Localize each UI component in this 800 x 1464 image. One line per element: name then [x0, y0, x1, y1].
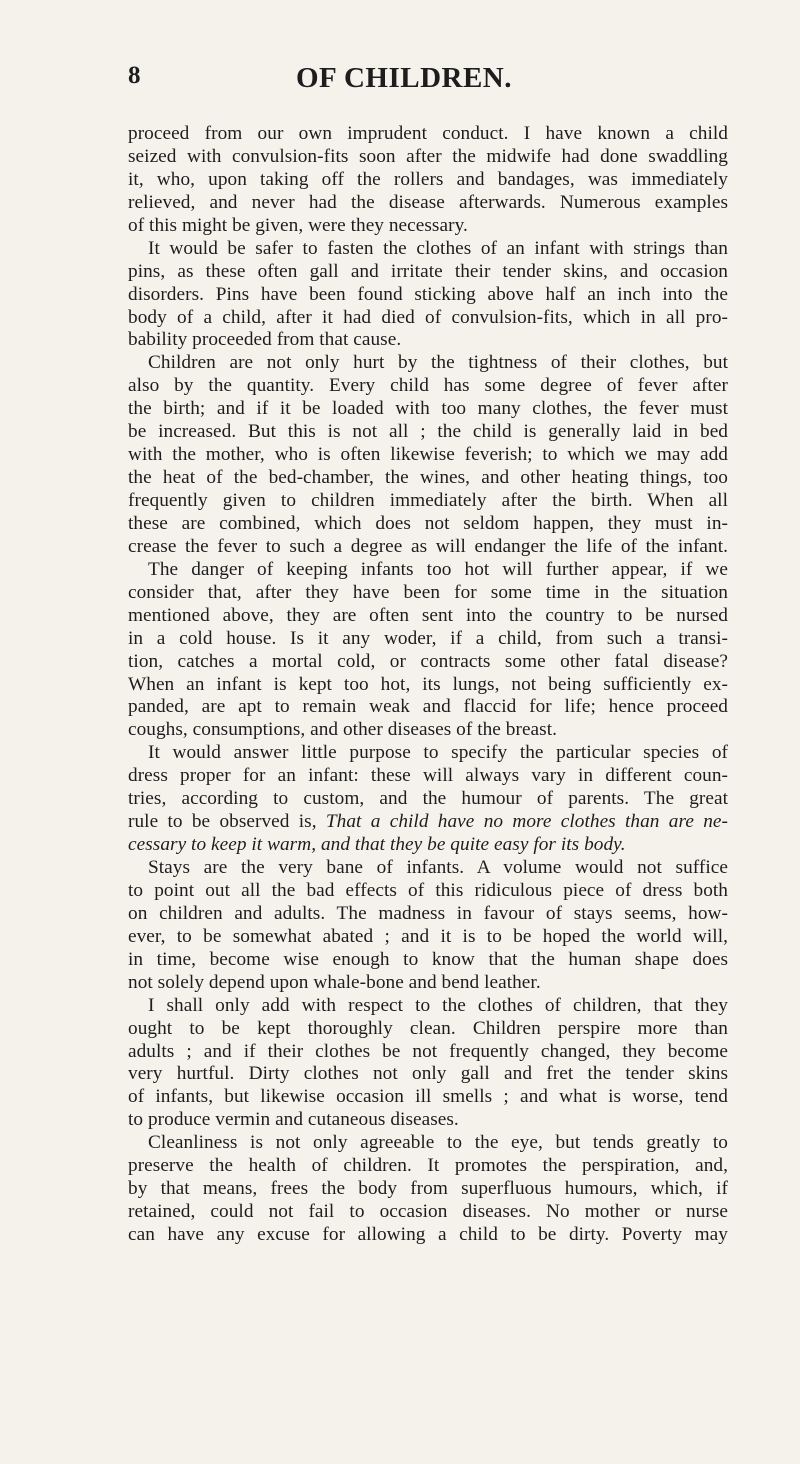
text-line [128, 628, 728, 651]
text-line-roman: retained, could not fail to occasion diseases. No mother or nurse [128, 1201, 728, 1223]
text-line [128, 972, 728, 995]
text-line [128, 398, 728, 421]
text-line-roman: to produce vermin and cutaneous diseases. [128, 1109, 459, 1131]
text-line-roman: adults ; and if their clothes be not frequently changed, they become [128, 1040, 728, 1062]
text-line [128, 857, 728, 880]
text-line-roman: crease the fever to such a degree as will endanger the life of the infant. [128, 535, 728, 557]
text-line-roman: relieved, and never had the disease afterwards. Numerous examples [128, 191, 728, 213]
text-line-roman: not solely depend upon whale-bone and bend leather. [128, 971, 541, 993]
text-line [128, 1132, 728, 1155]
text-line [128, 995, 728, 1018]
text-line [128, 146, 728, 169]
text-line [128, 1041, 728, 1064]
text-line-roman: preserve the health of children. It promotes the perspiration, and, [128, 1155, 728, 1177]
text-line-roman: proceed from our own imprudent conduct. I have known a child [128, 123, 728, 144]
text-line-roman: be increased. But this is not all ; the child is generally laid in bed [128, 421, 728, 443]
text-line-roman: on children and adults. The madness in favour of stays seems, how- [128, 902, 728, 924]
text-line [128, 536, 728, 559]
text-line [128, 1178, 728, 1201]
text-line-roman: rule to be observed is, [128, 811, 317, 833]
text-line-roman: seized with convulsion-fits soon after the midwife had done swaddling [128, 145, 728, 167]
text-line-roman: also by the quantity. Every child has some degree of fever after [128, 375, 728, 397]
text-line-roman: tries, according to custom, and the humour of parents. The great [128, 788, 728, 810]
text-line-roman: the heat of the bed-chamber, the wines, and other heating things, too [128, 467, 728, 489]
text-line [128, 765, 728, 788]
text-line [128, 467, 728, 490]
text-line-roman: these are combined, which does not seldom happen, they must in- [128, 512, 728, 534]
text-line-roman: panded, are apt to remain weak and flaccid for life; hence proceed [128, 696, 728, 718]
text-line [128, 284, 728, 307]
text-line [128, 1063, 728, 1086]
page-number: 8 [128, 62, 141, 89]
text-line [128, 352, 728, 375]
text-line [128, 215, 728, 238]
text-line-roman: bability proceeded from that cause. [128, 329, 402, 351]
text-line-roman: When an infant is kept too hot, its lungs, not being sufficiently ex- [128, 673, 728, 695]
text-line [128, 696, 728, 719]
text-line-roman: of infants, but likewise occasion ill smells ; and what is worse, tend [128, 1086, 728, 1108]
text-line [128, 880, 728, 903]
text-line [128, 582, 728, 605]
text-line [128, 513, 728, 536]
text-line [128, 926, 728, 949]
text-line-roman: coughs, consumptions, and other diseases of the breast. [128, 719, 557, 741]
text-line [128, 1201, 728, 1224]
text-line [128, 123, 728, 146]
text-line [128, 1086, 728, 1109]
text-line [128, 1018, 728, 1041]
text-line [128, 605, 728, 628]
text-line-roman: ought to be kept thoroughly clean. Children perspire more than [128, 1017, 728, 1039]
text-line-roman: I shall only add with respect to the clothes of children, that they [148, 994, 728, 1016]
text-line-roman: of this might be given, were they necessary. [128, 214, 468, 236]
text-line [128, 903, 728, 926]
page-header [128, 62, 748, 96]
text-line [128, 811, 728, 834]
text-line [128, 949, 728, 972]
body-text [128, 123, 728, 1247]
text-line [128, 1224, 728, 1247]
text-line [128, 719, 728, 742]
text-line [128, 261, 728, 284]
text-line-roman: with the mother, who is often likewise feverish; to which we may add [128, 444, 728, 466]
text-line [128, 490, 728, 513]
text-line [128, 329, 728, 352]
text-line-roman: consider that, after they have been for some time in the situation [128, 581, 728, 603]
text-line [128, 834, 728, 857]
text-line-roman: the birth; and if it be loaded with too many clothes, the fever must [128, 398, 728, 420]
text-line [128, 421, 728, 444]
text-line-roman: It would be safer to fasten the clothes of an infant with strings than [148, 237, 728, 259]
text-line [128, 559, 728, 582]
text-line-roman: disorders. Pins have been found sticking above half an inch into the [128, 283, 728, 305]
text-line-roman: mentioned above, they are often sent into the country to be nursed [128, 604, 728, 626]
text-line-roman: Cleanliness is not only agreeable to the eye, but tends greatly to [148, 1132, 728, 1154]
text-line-roman: very hurtful. Dirty clothes not only gall and fret the tender skins [128, 1063, 728, 1085]
running-head: OF CHILDREN. [296, 62, 512, 94]
text-line-roman: in time, become wise enough to know that the human shape does [128, 948, 728, 970]
text-line-roman: tion, catches a mortal cold, or contracts some other fatal disease? [128, 650, 728, 672]
text-line-roman: it, who, upon taking off the rollers and bandages, was immediately [128, 168, 728, 190]
text-line [128, 307, 728, 330]
text-line [128, 1109, 728, 1132]
text-line [128, 169, 728, 192]
text-line [128, 651, 728, 674]
text-line-roman: by that means, frees the body from superfluous humours, which, if [128, 1178, 728, 1200]
text-line-italic: That a child have no more clothes than are ne- [316, 811, 728, 833]
text-line [128, 192, 728, 215]
text-line-roman: frequently given to children immediately after the birth. When all [128, 490, 728, 511]
text-line-roman: in a cold house. Is it any woder, if a child, from such a transi- [128, 627, 728, 649]
text-line [128, 788, 728, 811]
text-line [128, 444, 728, 467]
text-line [128, 375, 728, 398]
text-line-roman: to point out all the bad effects of this ridiculous piece of dress both [128, 879, 728, 901]
text-line-roman: ever, to be somewhat abated ; and it is to be hoped the world will, [128, 925, 728, 947]
text-line-italic: cessary to keep it warm, and that they be quite easy for its body. [128, 834, 626, 856]
text-line [128, 238, 728, 261]
text-line [128, 1155, 728, 1178]
text-line-roman: can have any excuse for allowing a child to be dirty. Poverty may [128, 1224, 728, 1245]
text-line [128, 742, 728, 765]
text-line-roman: The danger of keeping infants too hot will further appear, if we [148, 558, 728, 580]
text-line [128, 674, 728, 697]
text-line-roman: Children are not only hurt by the tightness of their clothes, but [148, 352, 728, 374]
text-line-roman: body of a child, after it had died of convulsion-fits, which in all pro- [128, 306, 728, 328]
text-line-roman: dress proper for an infant: these will always vary in different coun- [128, 765, 728, 787]
text-line-roman: It would answer little purpose to specify the particular species of [148, 742, 728, 764]
text-line-roman: Stays are the very bane of infants. A volume would not suffice [148, 857, 728, 878]
text-line-roman: pins, as these often gall and irritate their tender skins, and occasion [128, 260, 728, 282]
